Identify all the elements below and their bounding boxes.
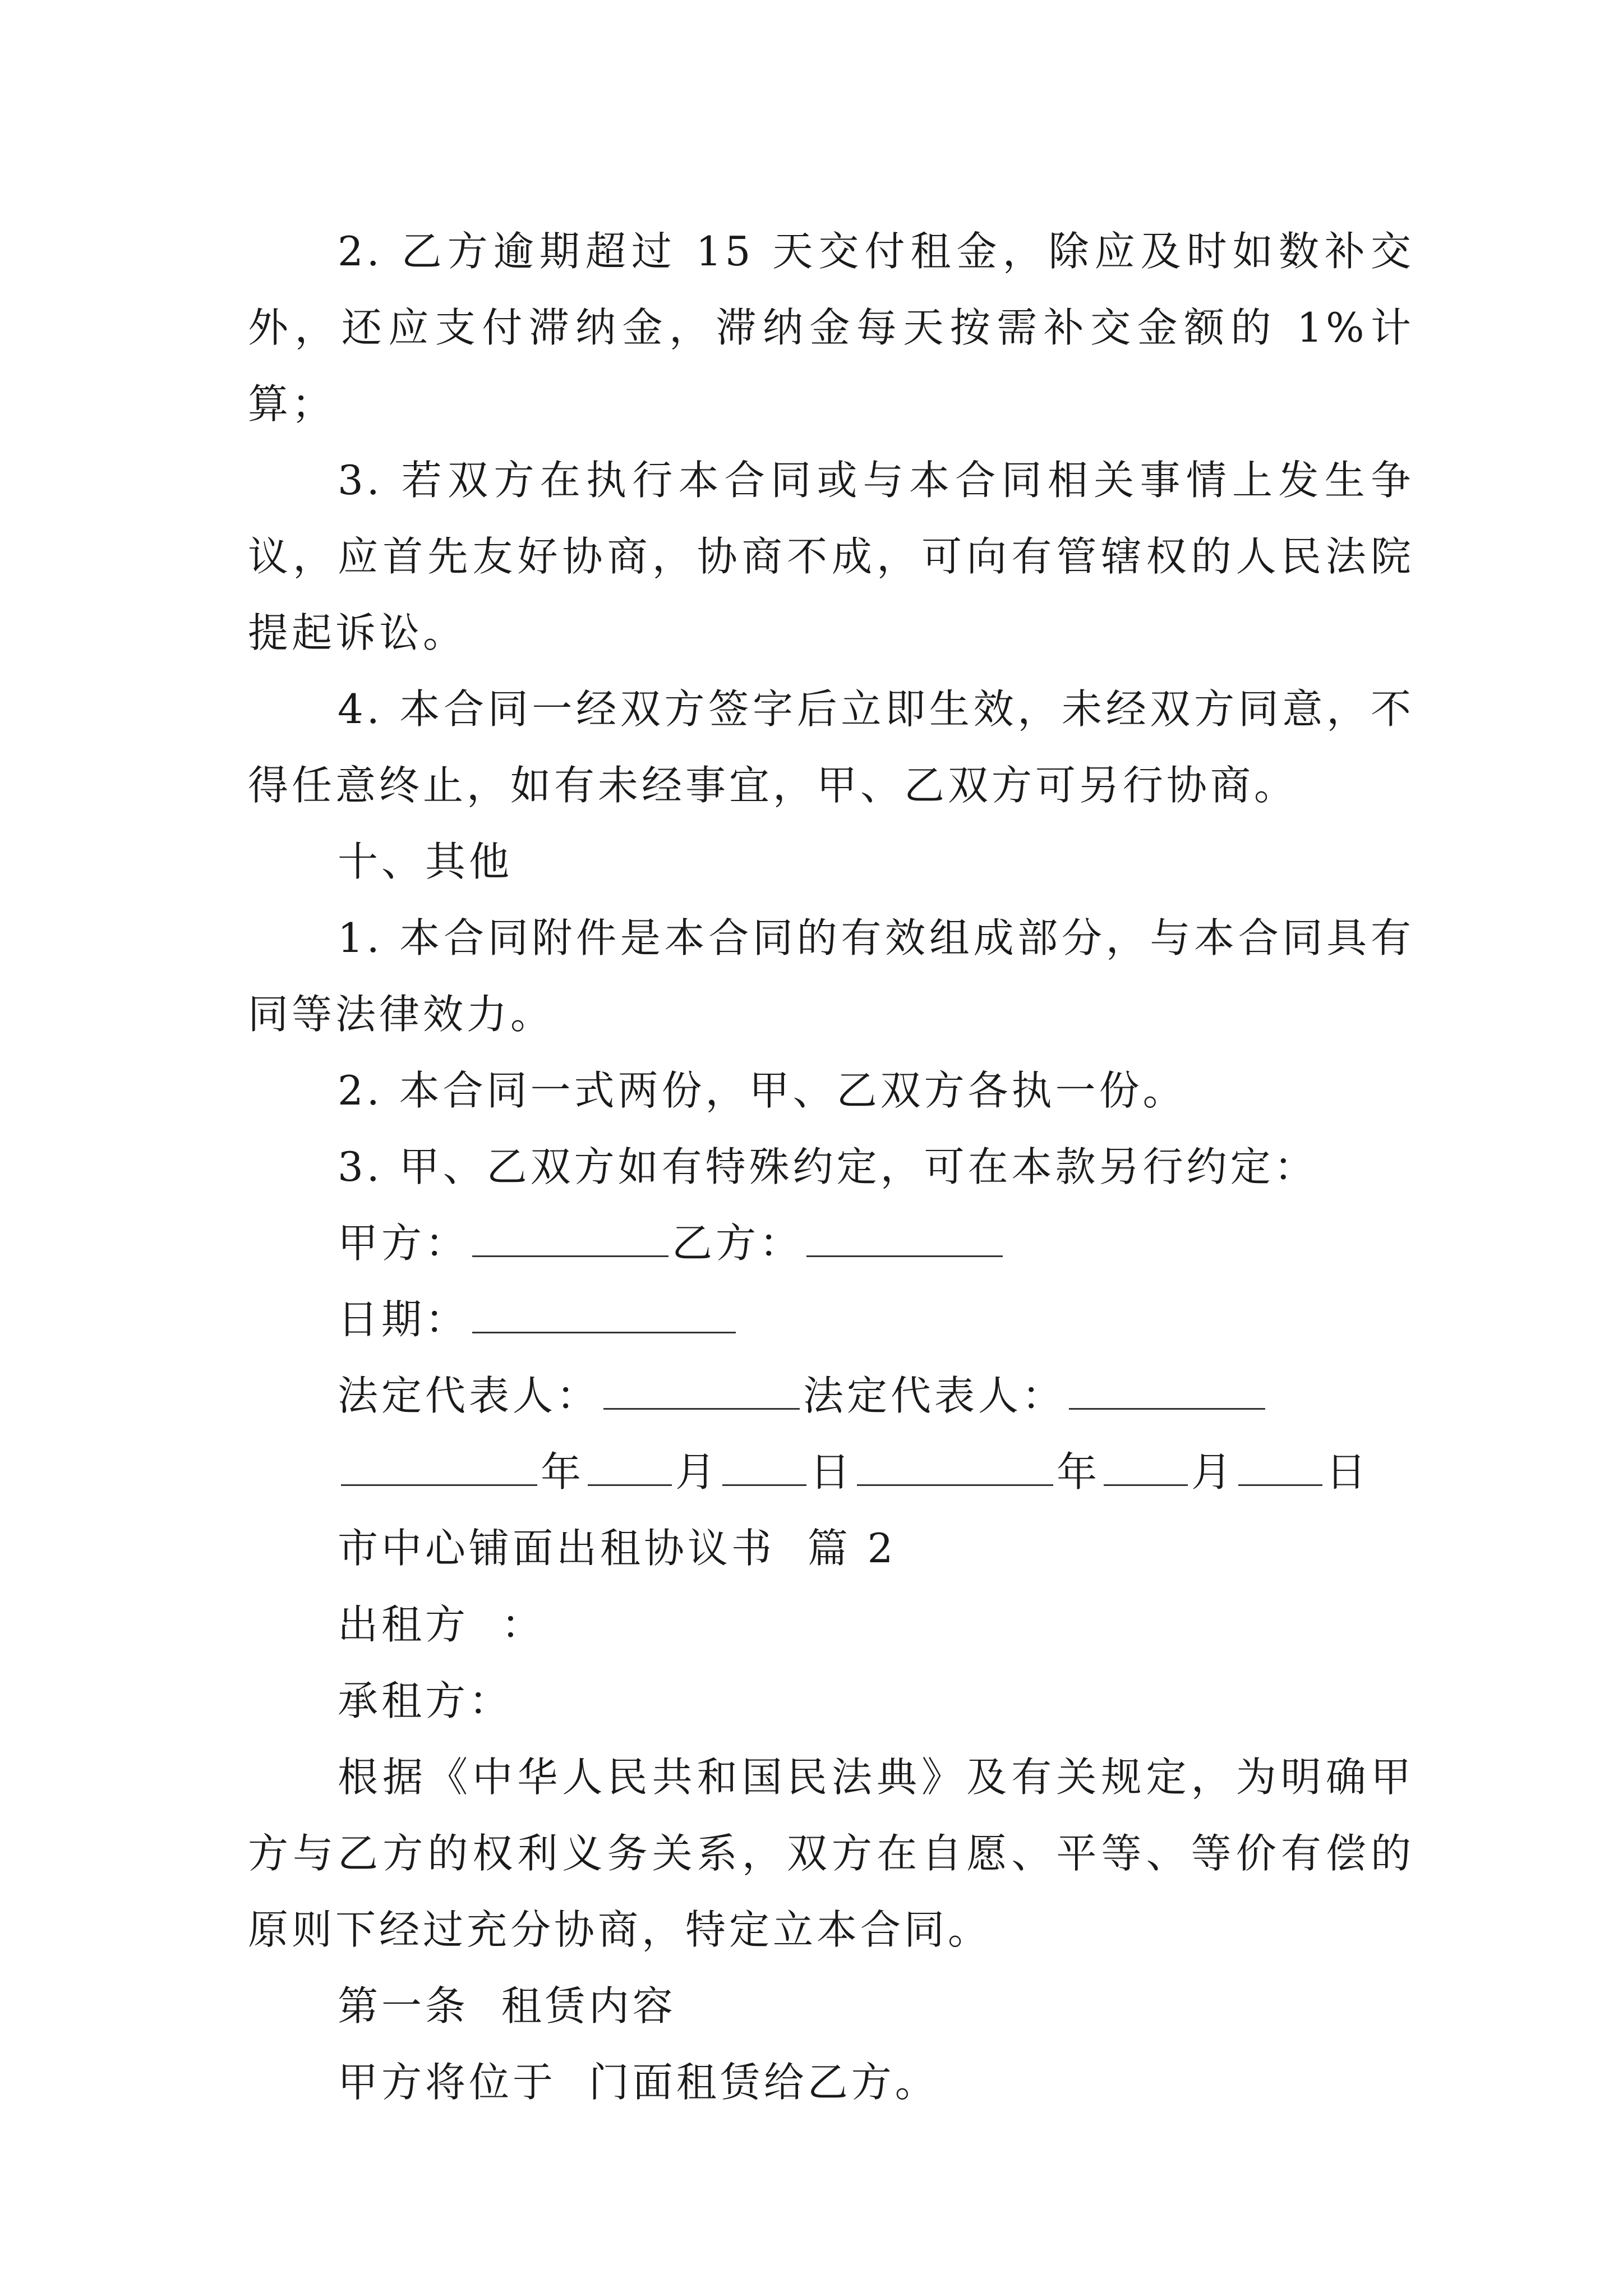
date-blank — [472, 1299, 736, 1333]
month-b-label: 月 — [1191, 1448, 1235, 1496]
day-b-blank — [1238, 1452, 1322, 1486]
clause-dispute: 3. 若双方在执行本合同或与本合同相关事情上发生争议，应首先友好协商，协商不成，可向有管辖权的人民法院提起诉讼。 — [248, 457, 1414, 656]
rep-a-blank — [603, 1375, 800, 1410]
clause-special-agreement: 3. 甲、乙双方如有特殊约定，可在本款另行约定： — [338, 1143, 1318, 1190]
section2-title: 市中心铺面出租协议书 篇 2 — [338, 1525, 897, 1572]
rep-a-label: 法定代表人： — [338, 1372, 601, 1419]
year-b-blank — [857, 1452, 1053, 1486]
month-b-blank — [1104, 1452, 1188, 1486]
section2-intro: 根据《中华人民共和国民法典》及有关规定，为明确甲方与乙方的权利义务关系，双方在自愿、平等、等价有偿的原则下经过充分协商，特定立本合同。 — [248, 1754, 1414, 1953]
signature-date-line — [248, 1281, 1414, 1358]
party-a-blank — [472, 1223, 668, 1257]
document-body — [248, 213, 1414, 2120]
day-a-blank — [722, 1452, 806, 1486]
party-b-label: 乙方： — [672, 1220, 804, 1267]
party-b-blank — [806, 1223, 1003, 1257]
signature-parties-line — [248, 1205, 1414, 1281]
year-b-label: 年 — [1057, 1448, 1101, 1496]
clause-copies: 2. 本合同一式两份，甲、乙双方各执一份。 — [338, 1067, 1187, 1114]
rep-b-label: 法定代表人： — [803, 1372, 1066, 1419]
year-a-label: 年 — [541, 1448, 585, 1496]
date-label: 日期： — [338, 1296, 469, 1343]
signature-dates-line — [248, 1434, 1414, 1510]
article1-text: 甲方将位于 门面租赁给乙方。 — [338, 2059, 939, 2106]
clause-attachments: 1. 本合同附件是本合同的有效组成部分，与本合同具有同等法律效力。 — [248, 914, 1414, 1038]
day-a-label: 日 — [810, 1448, 854, 1496]
clause-effective: 4. 本合同一经双方签字后立即生效，未经双方同意，不得任意终止，如有未经事宜，甲、乙双方可另行协商。 — [248, 685, 1414, 809]
party-a-label: 甲方： — [338, 1220, 469, 1267]
day-b-label: 日 — [1326, 1448, 1370, 1496]
rep-b-blank — [1069, 1375, 1265, 1410]
lessor-label: 出租方 ： — [338, 1601, 545, 1648]
section-heading-other: 十、其他 — [338, 838, 513, 885]
clause-late-rent: 2. 乙方逾期超过 15 天交付租金，除应及时如数补交外，还应支付滞纳金，滞纳金每天按需补交金额的 1%计算； — [248, 228, 1414, 427]
lessee-label: 承租方： — [338, 1677, 513, 1724]
article1-heading: 第一条 租赁内容 — [338, 1982, 676, 2030]
year-a-blank — [341, 1452, 537, 1486]
signature-representatives-line — [248, 1358, 1414, 1434]
month-a-blank — [588, 1452, 672, 1486]
month-a-label: 月 — [675, 1448, 720, 1496]
